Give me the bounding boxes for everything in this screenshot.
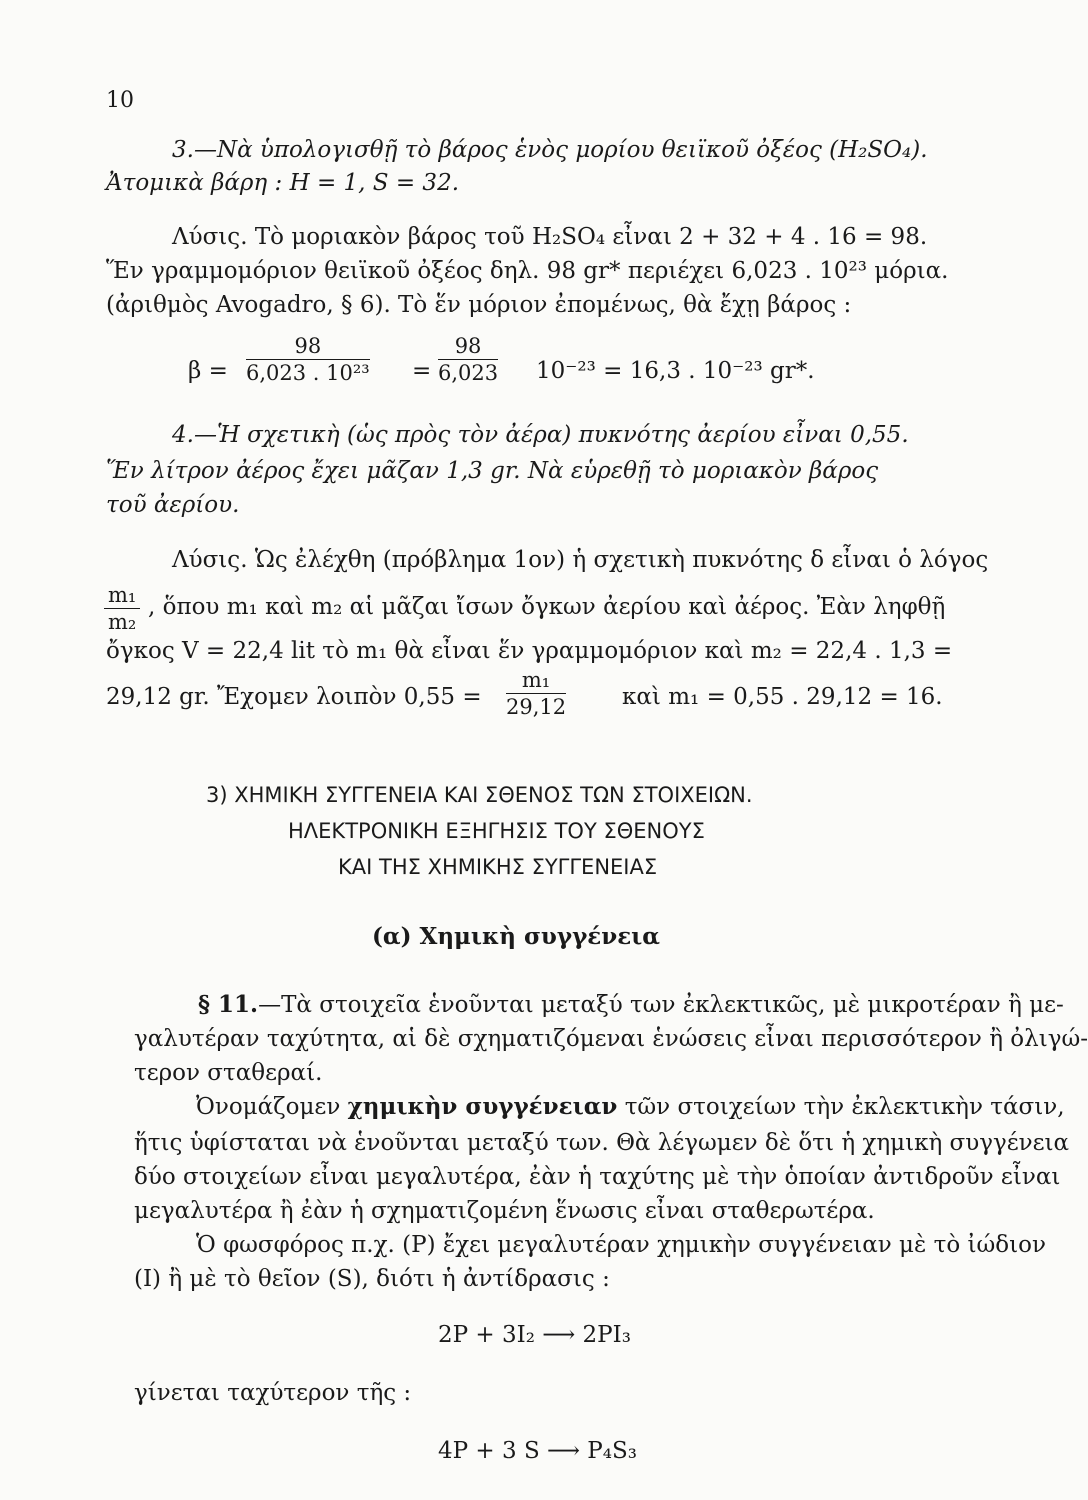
paragraph-line: μεγαλυτέρα ἢ ἐὰν ἡ σχηματιζομένη ἕνωσις εἶναι σταθερωτέρα. xyxy=(134,1198,875,1224)
reaction-equation: 2P + 3I₂ ⟶ 2PI₃ xyxy=(438,1322,631,1348)
page-number: 10 xyxy=(106,88,134,113)
section-heading: ΗΛΕΚΤΡΟΝΙΚΗ ΕΞΗΓΗΣΙΣ ΤΟΥ ΣΘΕΝΟΥΣ xyxy=(288,819,705,843)
fraction-denominator: 29,12 xyxy=(506,695,567,719)
paragraph-line: δύο στοιχείων εἶναι μεγαλυτέρα, ἐὰν ἡ ταχύτης μὲ τὴν ὁποίαν ἀντιδροῦν εἶναι xyxy=(134,1164,1061,1190)
fraction-numerator: m₁ xyxy=(104,582,140,609)
fraction-denominator: 6,023 xyxy=(438,361,499,385)
solution-3-line: Λύσις. Τὸ μοριακὸν βάρος τοῦ H₂SO₄ εἶναι 2 + 32 + 4 . 16 = 98. xyxy=(172,224,928,250)
equation-lhs: β = xyxy=(188,358,228,384)
paragraph-line: τερον σταθεραί. xyxy=(134,1060,323,1086)
fraction-98-over-6023 xyxy=(438,333,498,386)
fraction-denominator: 6,023 . 10²³ xyxy=(246,361,370,385)
paragraph-line: ἥτις ὑφίσταται νὰ ἑνοῦνται μεταξύ των. Θὰ λέγωμεν δὲ ὅτι ἡ χημικὴ συγγένεια xyxy=(134,1130,1070,1156)
solution-3-line: Ἕν γραμμομόριον θειϊκοῦ ὀξέος δηλ. 98 gr* περιέχει 6,023 . 10²³ μόρια. xyxy=(106,258,949,284)
paragraph-text: —Τὰ στοιχεῖα ἑνοῦνται μεταξύ των ἐκλεκτικῶς, μὲ μικροτέραν ἢ με- xyxy=(258,992,1064,1018)
paragraph-text: τῶν στοιχείων τὴν ἐκλεκτικὴν τάσιν, xyxy=(624,1094,1065,1120)
section-heading: ΚΑΙ ΤΗΣ ΧΗΜΙΚΗΣ ΣΥΓΓΕΝΕΙΑΣ xyxy=(338,855,658,879)
fraction-numerator: 98 xyxy=(438,333,498,360)
fraction-98-over-avogadro xyxy=(246,333,370,386)
fraction-numerator: m₁ xyxy=(506,667,566,694)
solution-4-line: 29,12 gr. Ἔχομεν λοιπὸν 0,55 = xyxy=(106,684,482,710)
equation-result: 10⁻²³ = 16,3 . 10⁻²³ gr*. xyxy=(536,358,815,384)
problem-4-statement: Ἕν λίτρον ἀέρος ἔχει μᾶζαν 1,3 gr. Νὰ εὑρεθῇ τὸ μοριακὸν βάρος xyxy=(106,458,879,484)
solution-4-line: καὶ m₁ = 0,55 . 29,12 = 16. xyxy=(622,684,943,710)
paragraph-line: Ὁ φωσφόρος π.χ. (P) ἔχει μεγαλυτέραν χημικὴν συγγένειαν μὲ τὸ ἰώδιον xyxy=(196,1232,1046,1258)
paragraph-line xyxy=(198,990,1064,1020)
defined-term: χημικὴν συγγένειαν xyxy=(347,1093,618,1120)
fraction-m1-over-2912 xyxy=(506,667,566,720)
fraction-numerator: 98 xyxy=(246,333,370,360)
section-heading: 3) ΧΗΜΙΚΗ ΣΥΓΓΕΝΕΙΑ ΚΑΙ ΣΘΕΝΟΣ ΤΩΝ ΣΤΟΙΧΕΙΩΝ. xyxy=(206,783,753,807)
solution-4-line: ὄγκος V = 22,4 lit τὸ m₁ θὰ εἶναι ἕν γραμμομόριον καὶ m₂ = 22,4 . 1,3 = xyxy=(106,638,953,664)
paragraph-line: γαλυτέραν ταχύτητα, αἱ δὲ σχηματιζόμεναι ἑνώσεις εἶναι περισσότερον ἢ ὀλιγώ- xyxy=(134,1026,1088,1052)
fraction-denominator: m₂ xyxy=(108,610,137,634)
problem-3-statement: 3.—Νὰ ὑπολογισθῇ τὸ βάρος ἑνὸς μορίου θειϊκοῦ ὀξέος (H₂SO₄). xyxy=(172,137,928,163)
reaction-equation: 4P + 3 S ⟶ P₄S₃ xyxy=(438,1438,637,1464)
fraction-m1-over-m2 xyxy=(104,582,140,635)
paragraph-line: γίνεται ταχύτερον τῆς : xyxy=(134,1380,412,1406)
paragraph-line xyxy=(196,1092,1065,1122)
section-mark: § 11. xyxy=(198,991,259,1018)
equation-equals: = xyxy=(412,358,432,384)
solution-4-line: Λύσις. Ὡς ἐλέχθη (πρόβλημα 1ον) ἡ σχετικὴ πυκνότης δ εἶναι ὁ λόγος xyxy=(172,547,989,573)
problem-4-statement: 4.—Ἡ σχετικὴ (ὡς πρὸς τὸν ἀέρα) πυκνότης ἀερίου εἶναι 0,55. xyxy=(172,422,909,448)
paragraph-line: (I) ἢ μὲ τὸ θεῖον (S), διότι ἡ ἀντίδρασις : xyxy=(134,1266,610,1292)
problem-4-statement: τοῦ ἀερίου. xyxy=(106,492,240,518)
paragraph-text: Ὀνομάζομεν xyxy=(196,1094,341,1120)
subsection-title: (α) Χημικὴ συγγένεια xyxy=(372,923,661,950)
problem-3-atomic-weights: Ἀτομικὰ βάρη : H = 1, S = 32. xyxy=(106,170,460,196)
solution-4-line: , ὅπου m₁ καὶ m₂ αἱ μᾶζαι ἴσων ὄγκων ἀερίου καὶ ἀέρος. Ἐὰν ληφθῇ xyxy=(148,594,946,620)
solution-3-line: (ἀριθμὸς Avogadro, § 6). Τὸ ἕν μόριον ἐπομένως, θὰ ἔχῃ βάρος : xyxy=(106,292,852,318)
